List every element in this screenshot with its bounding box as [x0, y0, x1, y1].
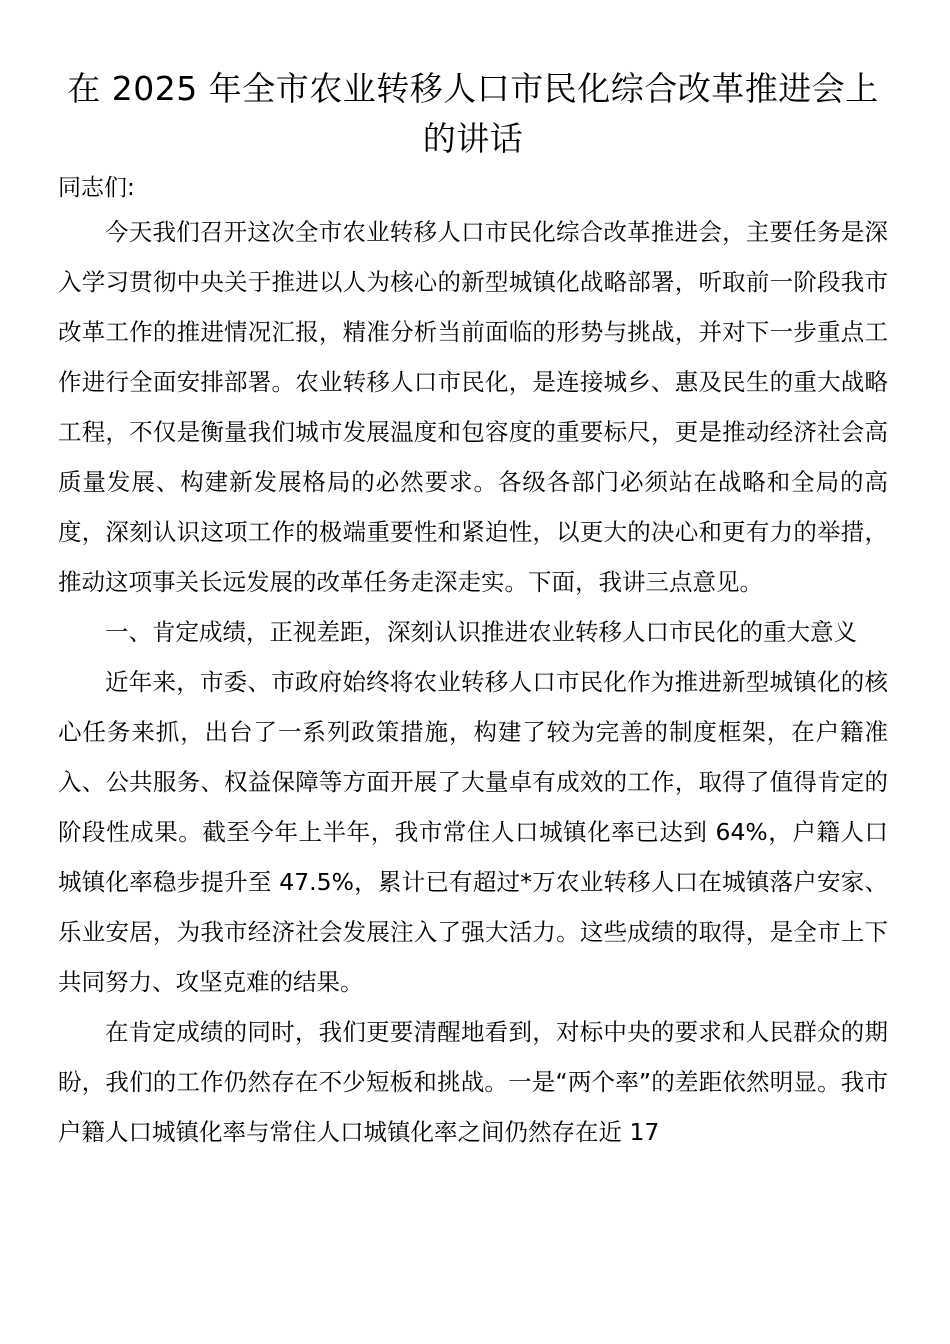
- section-heading-1: 一、肯定成绩，正视差距，深刻认识推进农业转移人口市民化的重大意义: [105, 618, 857, 646]
- document-page: [58, 64, 888, 1157]
- salutation: 同志们:: [58, 175, 135, 201]
- document-title: 在 2025 年全市农业转移人口市民化综合改革推进会上的讲话: [67, 69, 879, 158]
- intro-paragraph: 今天我们召开这次全市农业转移人口市民化综合改革推进会，主要任务是深入学习贯彻中央关于推进以人为核心的新型城镇化战略部署，听取前一阶段我市改革工作的推进情况汇报，精准分析当前面临的形势与挑战，并对下一步重点工作进行全面安排部署。农业转移人口市民化，是连接城乡、惠及民生的重大战略工程，不仅是衡量我们城市发展温度和包容度的重要标尺，更是推动经济社会高质量发展、构建新发展格局的必然要求。各级各部门必须站在战略和全局的高度，深刻认识这项工作的极端重要性和紧迫性，以更大的决心和更有力的举措，推动这项事关长远发展的改革任务走深走实。下面，我讲三点意见。: [58, 218, 888, 596]
- section1-paragraph-1: 近年来，市委、市政府始终将农业转移人口市民化作为推进新型城镇化的核心任务来抓，出台了一系列政策措施，构建了较为完善的制度框架，在户籍准入、公共服务、权益保障等方面开展了大量卓有成效的工作，取得了值得肯定的阶段性成果。截至今年上半年，我市常住人口城镇化率已达到 64%，户籍人口城镇化率稳步提升至 47.5%，累计已有超过*万农业转移人口在城镇落户安家、乐业安居，为我市经济社会发展注入了强大活力。这些成绩的取得，是全市上下共同努力、攻坚克难的结果。: [58, 668, 888, 996]
- section1-paragraph-2: 在肯定成绩的同时，我们更要清醒地看到，对标中央的要求和人民群众的期盼，我们的工作仍然存在不少短板和挑战。一是“两个率”的差距依然明显。我市户籍人口城镇化率与常住人口城镇化率之间仍然存在近 17: [58, 1018, 888, 1146]
